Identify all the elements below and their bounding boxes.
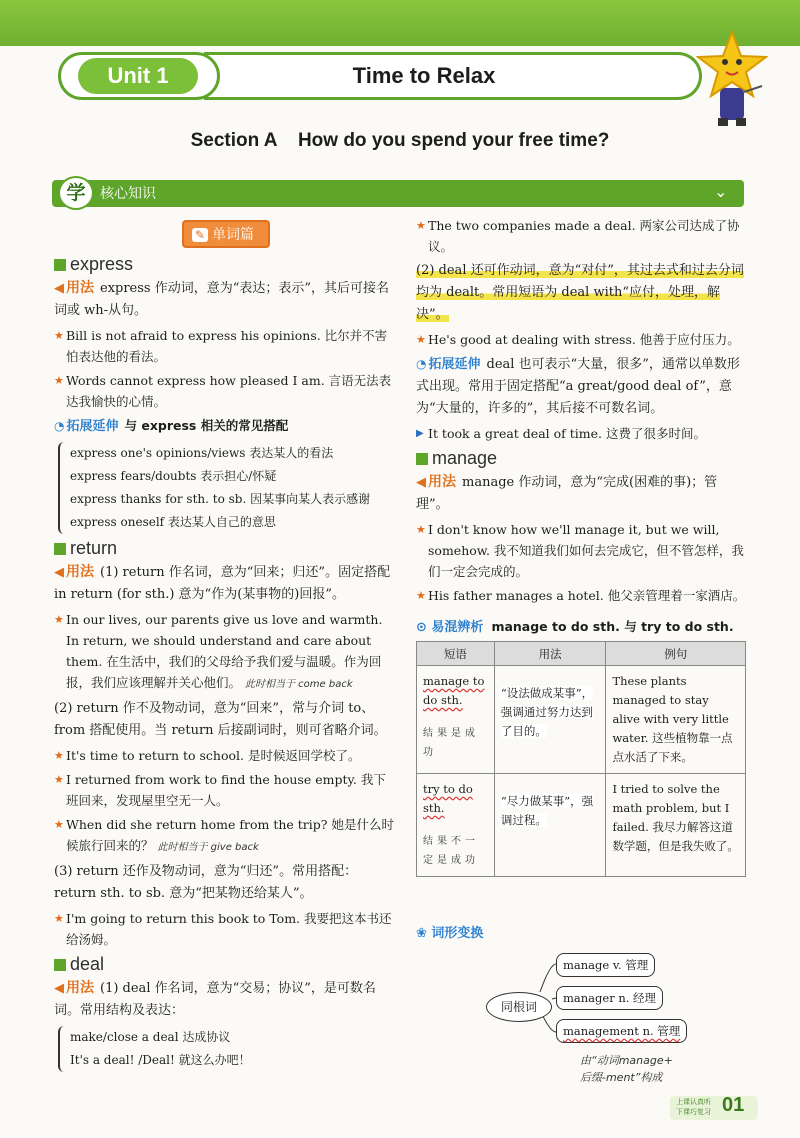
word-heading-express (54, 254, 398, 275)
star-icon: ★ (54, 818, 64, 831)
star-icon: ★ (54, 329, 64, 342)
handwritten-note: 此时相当于 come back (245, 679, 353, 690)
usage-tag: ◀ 用法 (416, 474, 456, 490)
usage-cell: “设法做成某事”，强调通过努力达到了目的。 (494, 666, 606, 774)
square-icon (54, 543, 66, 555)
phrase-cell: manage to do sth. 结果是成功 (417, 666, 495, 774)
handwritten-note: 结果不一定是成功 (423, 836, 479, 866)
handwritten-note: 由“动词manage+ 后缀-ment”构成 (580, 1054, 673, 1084)
star-icon: ★ (416, 589, 426, 602)
example-item: ★ I don't know how we'll manage it, but we will, somehow. 我不知道我们如何去完成它，但不管怎样，我们一定会完成的。 (416, 519, 748, 582)
flag-icon: ◀ (54, 281, 64, 296)
square-icon (54, 959, 66, 971)
column-header: 例句 (606, 642, 746, 666)
word-heading-manage (416, 448, 748, 469)
usage-text-3: (3) return 还作及物动词，意为“归还”。常用搭配：return sth. to sb. 意为“把某物还给某人”。 (54, 864, 358, 901)
left-column (54, 212, 398, 1076)
example-item: ★ When did she return home from the trip? 她是什么时候旅行回来的？ 此时相当于 give back (54, 814, 398, 858)
column-header: 用法 (494, 642, 606, 666)
bar-title: 核心知识 (100, 186, 156, 202)
square-icon (416, 453, 428, 465)
star-icon: ★ (54, 749, 64, 762)
star-icon: ★ (54, 613, 64, 626)
word-family-item: management n. 管理 (556, 1019, 687, 1043)
handwritten-note: 结果是成功 (423, 728, 479, 758)
star-icon: ★ (54, 374, 64, 387)
flag-icon: ◀ (54, 565, 64, 580)
example-item: ★ Words cannot express how pleased I am. 言语无法表达我愉快的心情。 (54, 370, 398, 412)
star-icon: ★ (416, 523, 426, 536)
example-cell: I tried to solve the math problem, but I failed. 我尽力解答这道数学题，但是我失败了。 (606, 774, 746, 877)
word-heading-deal (54, 954, 398, 975)
usage-cell: “尽力做某事”，强调过程。 (494, 774, 606, 877)
page-number: 01 (722, 1094, 745, 1116)
compare-heading (416, 616, 748, 635)
word-family-item: manager n. 经理 (556, 986, 663, 1010)
table-row (417, 666, 746, 774)
word-family-heading (416, 922, 491, 941)
example-item: ▶ It took a great deal of time. 这费了很多时间。 (416, 423, 748, 444)
phrase-cell: try to do sth. 结果不一定是成功 (417, 774, 495, 877)
root-word-node: 同根词 (486, 992, 552, 1022)
collocation-item: express thanks for sth. to sb. 因某事向某人表示感谢 (70, 492, 371, 506)
word-label: deal (70, 954, 105, 974)
usage-block (54, 561, 398, 606)
usage-text-2: (2) deal 还可作动词，意为“对付”，其过去式和过去分词均为 dealt。常用短语为 deal with“应付，处理，解决”。 (416, 263, 744, 322)
example-cell: These plants managed to stay alive with very little water. 这些植物靠一点点水活了下来。 (606, 666, 746, 774)
word-heading-return (54, 538, 398, 559)
usage-tag: ◀ 用法 (54, 980, 94, 996)
collocation-list (58, 442, 398, 534)
word-label: express (70, 254, 134, 274)
column-header: 短语 (417, 642, 495, 666)
vocab-tag-label: 单词篇 (212, 227, 255, 243)
usage-text: (1) deal 作名词，意为“交易；协议”，是可数名词。常用结构及表达： (54, 981, 376, 1018)
collocation-item: express one's opinions/views 表达某人的看法 (70, 446, 334, 460)
star-mascot-icon (696, 30, 768, 130)
star-icon: ★ (416, 219, 426, 232)
compare-table (416, 641, 746, 877)
phrase-item: make/close a deal 达成协议 (70, 1030, 231, 1044)
extension-tag: ◔ 拓展延伸 (416, 357, 481, 372)
signal-icon: ◔ (54, 419, 65, 433)
section-title: Section A How do you spend your free time? (190, 130, 610, 151)
example-item: ★ His father manages a hotel. 他父亲管理着一家酒店。 (416, 585, 748, 606)
signal-icon: ◔ (416, 357, 427, 371)
usage-tag: ◀ 用法 (54, 280, 94, 296)
extension-text: 与 express 相关的常见搭配 (124, 418, 289, 433)
handwritten-note: 此时相当于 give back (157, 842, 259, 853)
extension-block (416, 353, 748, 420)
example-item: ★ The two companies made a deal. 两家公司达成了协议。 (416, 215, 748, 257)
word-family-tag: ❀ 词形变换 (416, 926, 484, 941)
unit-label: Unit 1 (78, 58, 198, 94)
compare-tag: ⊙ 易混辨析 (416, 620, 484, 635)
extension-tag: ◔ 拓展延伸 (54, 419, 119, 434)
usage-block (416, 471, 748, 516)
flag-icon: ◀ (416, 475, 426, 490)
header-band (0, 0, 800, 46)
chevron-down-icon[interactable]: ⌄ (714, 182, 728, 201)
compare-text: manage to do sth. 与 try to do sth. (491, 619, 734, 634)
word-label: manage (432, 448, 498, 468)
star-icon: ★ (54, 912, 64, 925)
learn-badge: 学 (58, 176, 94, 210)
usage-block (54, 977, 398, 1022)
pencil-icon: ✎ (192, 228, 208, 242)
collocation-item: express oneself 表达某人自己的意思 (70, 515, 276, 529)
example-item: ★ In our lives, our parents give us love and warmth. In return, we should understand and care about them. 在生活中，我们的父母给予我们爱与温暖。作为回报，我们应该理解并关心他们。 此时相当于 come back (54, 609, 398, 695)
example-item: ★ He's good at dealing with stress. 他善于应付压力。 (416, 329, 748, 350)
table-header-row (417, 642, 746, 666)
extension-block (54, 415, 398, 438)
usage-text: express 作动词，意为“表达；表示”，其后可接名词或 wh-从句。 (54, 281, 390, 318)
flag-icon: ◀ (54, 981, 64, 996)
example-item: ★ It's time to return to school. 是时候返回学校了。 (54, 745, 398, 766)
usage-text-2: (2) return 作不及物动词，意为“回来”，常与介词 to、from 搭配使用。当 return 后接副词时，则可省略介词。 (54, 701, 387, 738)
page-title: Time to Relax (352, 63, 496, 88)
usage-text: (1) return 作名词，意为“回来；归还”。固定搭配 in return (for sth.) 意为“作为(某事物的)回报”。 (54, 565, 391, 602)
vocab-tag (182, 220, 270, 248)
extension-text: deal 也可表示“大量，很多”，通常以单数形式出现。常用于固定搭配“a great/good deal of”，意为“大量的，许多的”，其后接不可数名词。 (416, 357, 740, 416)
phrase-item: It's a deal! /Deal! 就这么办吧！ (70, 1053, 251, 1067)
word-label: return (70, 538, 118, 558)
collocation-item: express fears/doubts 表示担心/怀疑 (70, 469, 277, 483)
right-column (416, 212, 748, 877)
page-badge-label: 上课认真听 下课巧复习 (676, 1098, 711, 1116)
word-family-item: manage v. 管理 (556, 953, 655, 977)
usage-text: manage 作动词，意为“完成(困难的事)；管理”。 (416, 475, 718, 512)
usage-block (54, 277, 398, 322)
star-icon: ★ (54, 773, 64, 786)
triangle-icon: ▶ (416, 428, 424, 439)
table-row (417, 774, 746, 877)
square-icon (54, 259, 66, 271)
example-item: ★ Bill is not afraid to express his opinions. 比尔并不害怕表达他的看法。 (54, 325, 398, 367)
star-icon: ★ (416, 333, 426, 346)
usage-tag: ◀ 用法 (54, 564, 94, 580)
example-item: ★ I'm going to return this book to Tom. 我要把这本书还给汤姆。 (54, 908, 398, 950)
example-item: ★ I returned from work to find the house empty. 我下班回来，发现屋里空无一人。 (54, 769, 398, 811)
phrase-list (58, 1026, 398, 1072)
